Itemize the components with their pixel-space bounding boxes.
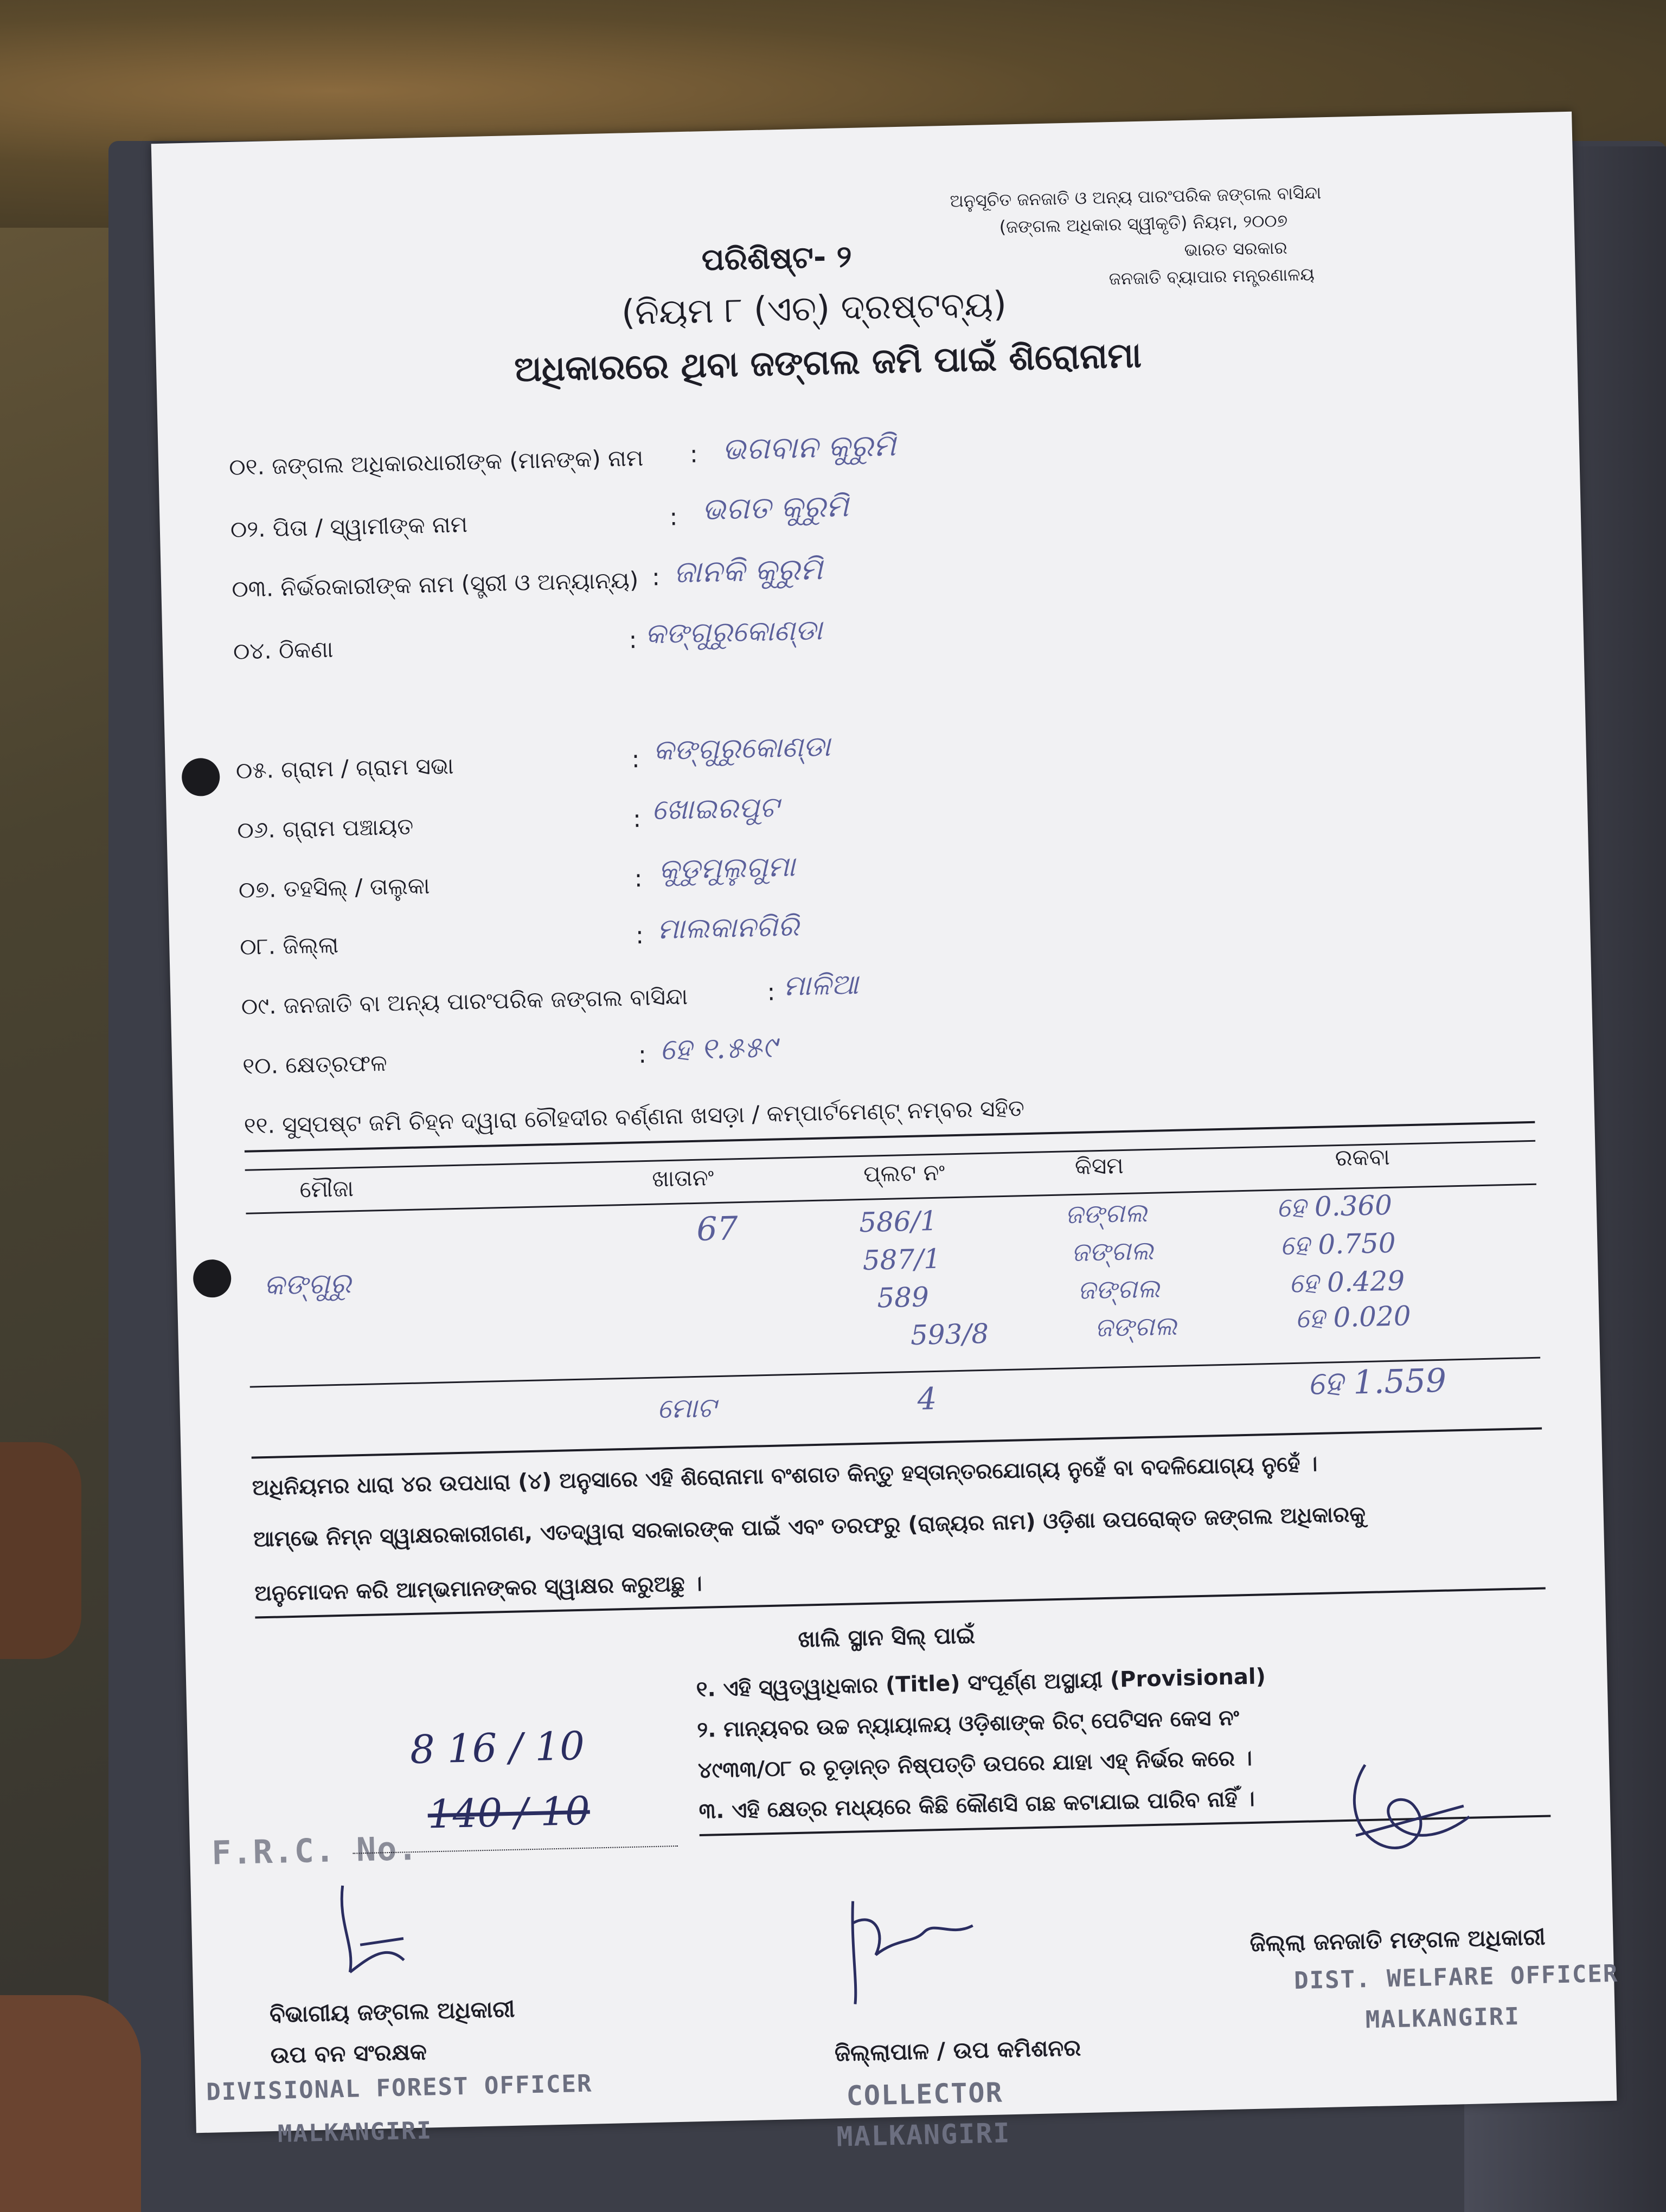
- sig-welfare-role: ଜିଲ୍ଲା ଜନଜାତି ମଙ୍ଗଳ ଅଧିକାରୀ: [1249, 1923, 1546, 1957]
- stamp-welfare-line-2: MALKANGIRI: [1365, 2002, 1521, 2034]
- note-line-1: ୧. ଏହି ସ୍ୱତ୍ୱାଧିକାର (Title) ସଂପୂର୍ଣ୍ଣ ଅସ୍ଥାୟୀ (Provisional): [696, 1664, 1266, 1702]
- boundary-heading: ୧୧. ସୁସ୍ପଷ୍ଟ ଜମି ଚିହ୍ନ ଦ୍ୱାରା ଚୌହଦୀର ବର୍ଣ୍ଣନା ଖସଡ଼ା / କମ୍ପାର୍ଟମେଣ୍ଟ୍ ନମ୍ବର ସହିତ: [244, 1095, 1025, 1139]
- punch-hole-middle: [193, 1259, 232, 1298]
- table-cell-kisam: ଜଙ୍ଗଲ: [1065, 1198, 1148, 1230]
- field-value-panchayat: ଖୋଇରପୁଟ: [651, 791, 779, 827]
- field-label-panchayat: ୦୬. ଗ୍ରାମ ପଞ୍ଚାୟତ: [236, 813, 414, 844]
- table-cell-rakaba: ହେ 0.360: [1276, 1189, 1393, 1224]
- note-line-2: ୨. ମାନ୍ୟବର ଉଚ୍ଚ ନ୍ୟାୟାଳୟ ଓଡ଼ିଶାଙ୍କ ରିଟ୍ ପେଟିସନ କେସ ନଂ: [696, 1705, 1240, 1743]
- ministry-line-2: (ଜଙ୍ଗଲ ଅଧିକାର ସ୍ୱୀକୃତି) ନିୟମ, ୨୦୦୭: [999, 210, 1288, 237]
- table-cell-plot: 586/1: [858, 1205, 938, 1239]
- field-colon: :: [631, 745, 640, 774]
- table-cell-mouza: କଙ୍ଗୁରୁ: [263, 1267, 352, 1302]
- ministry-line-3: ଭାରତ ସରକାର: [1184, 237, 1288, 261]
- table-total-area: ହେ 1.559: [1307, 1361, 1447, 1403]
- declaration-line-1: ଅଧିନିୟମର ଧାରା ୪ର ଉପଧାରା (୪) ଅନୁସାରେ ଏହି ଶିରୋନାମା ବଂଶଗତ କିନ୍ତୁ ହସ୍ତାନ୍ତରଯୋଗ୍ୟ ନୁହେଁ ବା ବଦଳିଯୋଗ୍ୟ ନୁହେଁ ।: [252, 1451, 1318, 1501]
- signature-welfare-officer: [1322, 1751, 1487, 1874]
- field-value-area: ହେ ୧.୫୫୯: [659, 1030, 777, 1067]
- field-colon: :: [651, 563, 661, 591]
- document-title: ଅଧିକାରରେ ଥିବା ଜଙ୍ଗଲ ଜମି ପାଇଁ ଶିରୋନାମା: [514, 335, 1142, 390]
- table-cell-rakaba: ହେ 0.429: [1289, 1265, 1405, 1300]
- table-total-count: 4: [917, 1381, 937, 1417]
- table-header-kisam: କିସମ: [1074, 1152, 1124, 1180]
- table-header-rakaba: ରକବା: [1335, 1143, 1391, 1172]
- field-colon: :: [632, 805, 642, 833]
- table-cell-rakaba: ହେ 0.750: [1279, 1227, 1396, 1262]
- title-document: [151, 112, 1619, 2153]
- field-colon: :: [634, 864, 643, 893]
- sig-dfo-role-2: ଉପ ବନ ସଂରକ୍ଷକ: [270, 2038, 427, 2069]
- field-colon: :: [669, 503, 678, 531]
- table-header-khata: ଖାତାନଂ: [651, 1164, 714, 1192]
- field-label-district: ୦୮. ଜିଲ୍ଲା: [239, 931, 339, 960]
- field-label-tribe: ୦୯. ଜନଜାତି ବା ଅନ୍ୟ ପାରଂପରିକ ଜଙ୍ଗଲ ବାସିନ୍ଦା: [241, 983, 688, 1020]
- hand-left: [0, 1442, 81, 1659]
- field-colon: :: [689, 440, 699, 468]
- field-colon: :: [638, 1040, 647, 1069]
- field-value-father-name: ଭଗତ କୁରୁମି: [701, 488, 849, 528]
- table-cell-kisam: ଜଙ୍ଗଲ: [1094, 1310, 1177, 1343]
- field-label-village: ୦୫. ଗ୍ରାମ / ଗ୍ରାମ ସଭା: [235, 752, 454, 784]
- field-value-holder-name: ଭଗବାନ କୁରୁମି: [722, 428, 896, 467]
- field-label-holder-name: ୦୧. ଜଙ୍ଗଲ ଅଧିକାରଧାରୀଙ୍କ (ମାନଙ୍କ) ନାମ: [228, 444, 644, 481]
- hand-bottom: [0, 1995, 141, 2212]
- field-colon: :: [629, 626, 638, 654]
- sig-collector-role: ଜିଲ୍ଲାପାଳ / ଉପ କମିଶନର: [834, 2034, 1081, 2067]
- field-label-dependents: ୦୩. ନିର୍ଭରକାରୀଙ୍କ ନାମ (ସ୍ତ୍ରୀ ଓ ଅନ୍ୟାନ୍ୟ): [231, 567, 639, 603]
- sig-dfo-role: ବିଭାଗୀୟ ଜଙ୍ଗଲ ଅଧିକାରୀ: [269, 1995, 515, 2028]
- field-value-village: କଙ୍ଗୁରୁକୋଣ୍ଡା: [652, 730, 831, 767]
- table-cell-rakaba: ହେ 0.020: [1295, 1300, 1412, 1334]
- frc-number-struck: 140 / 10: [427, 1787, 591, 1837]
- rule-reference: (ନିୟମ ୮ (ଏଚ୍) ଦ୍ରଷ୍ଟବ୍ୟ): [621, 284, 1007, 333]
- field-value-address: କଙ୍ଗୁରୁକୋଣ୍ଡା: [644, 614, 823, 651]
- frc-number-top: 8 16 / 10: [409, 1722, 585, 1773]
- note-line-4: ୩. ଏହି କ୍ଷେତ୍ର ମଧ୍ୟରେ କିଛି କୌଣସି ଗଛ କଟାଯାଇ ପାରିବ ନାହିଁ ।: [699, 1786, 1255, 1824]
- stamp-dfo-line-2: MALKANGIRI: [277, 2117, 433, 2148]
- field-label-address: ୦୪. ଠିକଣା: [233, 635, 334, 665]
- stamp-welfare-line-1: DIST. WELFARE OFFICER: [1293, 1959, 1619, 1995]
- table-total-label: ମୋଟ: [657, 1392, 717, 1425]
- field-colon: :: [766, 978, 776, 1006]
- punch-hole-top: [181, 758, 220, 797]
- declaration-line-3: ଅନୁମୋଦନ କରି ଆମ୍ଭମାନଙ୍କର ସ୍ୱାକ୍ଷର କରୁଅଛୁ ।: [254, 1571, 703, 1606]
- table-cell-plot: 587/1: [862, 1243, 941, 1276]
- table-header-plot: ପ୍ଲଟ ନଂ: [863, 1159, 945, 1187]
- field-value-tribe: ମାଳିଆ: [783, 968, 859, 1003]
- field-label-tehsil: ୦୭. ତହସିଲ୍ / ତାଲୁକା: [238, 872, 431, 903]
- blank-space-label: ଖାଲି ସ୍ଥାନ ସିଲ୍ ପାଇଁ: [798, 1622, 976, 1652]
- note-line-3: ୪୯୩୩/୦୮ ର ଚୂଡ଼ାନ୍ତ ନିଷ୍ପତ୍ତି ଉପରେ ଯାହା ଏହ୍ ନିର୍ଭର କରେ ।: [697, 1745, 1253, 1784]
- field-label-father-name: ୦୨. ପିତା / ସ୍ୱାମୀଙ୍କ ନାମ: [230, 511, 468, 543]
- table-cell-kisam: ଜଙ୍ଗଲ: [1071, 1235, 1154, 1268]
- frc-label: F.R.C. No.: [211, 1829, 419, 1873]
- ministry-line-4: ଜନଜାତି ବ୍ୟାପାର ମନ୍ତ୍ରଣାଳୟ: [1108, 263, 1315, 290]
- ministry-line-1: ଅନୁସୂଚିତ ଜନଜାତି ଓ ଅନ୍ୟ ପାରଂପରିକ ଜଙ୍ଗଲ ବାସିନ୍ଦା: [950, 182, 1322, 211]
- field-label-area: ୧୦. କ୍ଷେତ୍ରଫଳ: [242, 1049, 388, 1079]
- stamp-dfo-line-1: DIVISIONAL FOREST OFFICER: [206, 2069, 593, 2106]
- field-value-district: ମାଲକାନଗିରି: [657, 910, 799, 946]
- appendix-label: ପରିଶିଷ୍ଟ- ୨: [701, 239, 853, 278]
- declaration-line-2: ଆମ୍ଭେ ନିମ୍ନ ସ୍ୱାକ୍ଷରକାରୀଗଣ, ଏତଦ୍ୱାରା ସରକାରଙ୍କ ପାଇଁ ଏବଂ ତରଫରୁ (ରାଜ୍ୟର ନାମ) ଓଡ଼ିଶା ଉପରୋକ୍ତ ଜଙ୍ଗଲ ଅଧିକାରକୁ: [253, 1502, 1366, 1552]
- signature-collector: [842, 1887, 985, 2015]
- stamp-collector-line-1: COLLECTOR: [846, 2076, 1004, 2112]
- table-cell-plot: 589: [876, 1281, 930, 1314]
- table-cell-plot: 593/8: [910, 1317, 989, 1351]
- field-value-dependents: ଜାନକି କୁରୁମି: [673, 551, 823, 590]
- field-colon: :: [635, 921, 644, 950]
- field-value-tehsil: କୁଡୁମୁଲୁଗୁମା: [658, 850, 796, 886]
- table-rule: [252, 1427, 1542, 1459]
- table-header-mouza: ମୌଜା: [299, 1175, 354, 1203]
- stamp-collector-line-2: MALKANGIRI: [836, 2117, 1011, 2153]
- table-cell-kisam: ଜଙ୍ଗଲ: [1077, 1273, 1161, 1306]
- signature-divisional-forest-officer: [321, 1879, 420, 1989]
- table-cell-khata: 67: [696, 1210, 739, 1249]
